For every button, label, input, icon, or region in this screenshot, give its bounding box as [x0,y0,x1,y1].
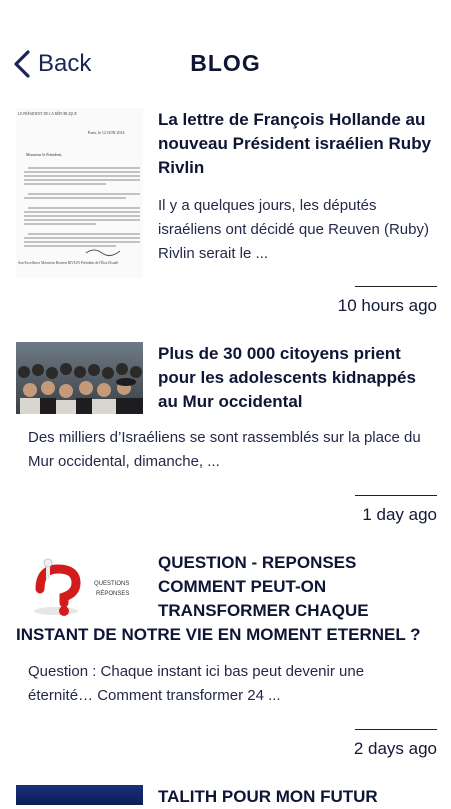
article-timestamp: 1 day ago [362,505,437,524]
blog-article[interactable] [0,775,451,806]
article-excerpt: Question : Chaque instant ici bas peut devenir une éternité… Comment transformer 24 ... [28,663,365,704]
article-title: Plus de 30 000 citoyens prient pour les adolescents kidnappés au Mur occidental [158,344,416,411]
divider [355,729,437,730]
divider [355,495,437,496]
crowd-photo-thumbnail [16,342,143,414]
letterhead-text: LE PRÉSIDENT DE LA RÉPUBLIQUE [18,112,78,116]
divider [355,286,437,287]
article-title: TALITH POUR MON FUTUR [158,787,378,806]
back-label: Back [38,50,92,77]
blog-article[interactable] [0,535,451,775]
article-title-line: TRANSFORMER CHAQUE [158,601,369,620]
article-excerpt: Il y a quelques jours, les députés israéliens ont décidé que Reuven (Ruby) Rivlin serait le ... [158,197,429,262]
article-title: La lettre de François Hollande au nouveau Président israélien Ruby Rivlin [158,110,432,177]
thumb-questions-label: QUESTIONS [94,581,130,587]
blog-article[interactable] [0,330,451,535]
letter-signature-text: Son Excellence Monsieur Reuven RIVLIN Président de l'État d'Israël [18,261,119,265]
blog-article[interactable] [0,0,451,330]
article-excerpt: Des milliers d’Israéliens se sont rassemblés sur la place du Mur occidental, dimanche, ... [28,429,421,470]
article-title-line: COMMENT PEUT-ON [158,577,327,596]
article-timestamp: 2 days ago [353,739,437,758]
letter-document-thumbnail [16,108,143,278]
letter-greeting-text: Monsieur le Président, [26,152,63,157]
article-title-line: QUESTION - REPONSES [158,553,357,572]
article-title-line: INSTANT DE NOTRE VIE EN MOMENT ETERNEL ? [16,625,421,644]
thumb-responses-label: RÉPONSES [96,591,130,597]
question-mark-figure-thumbnail [16,549,143,621]
letter-date-text: Paris, le 12 JUIN 2014 [88,130,125,135]
page-title: BLOG [190,50,261,76]
blue-image-thumbnail [16,785,143,805]
article-timestamp: 10 hours ago [337,296,437,315]
